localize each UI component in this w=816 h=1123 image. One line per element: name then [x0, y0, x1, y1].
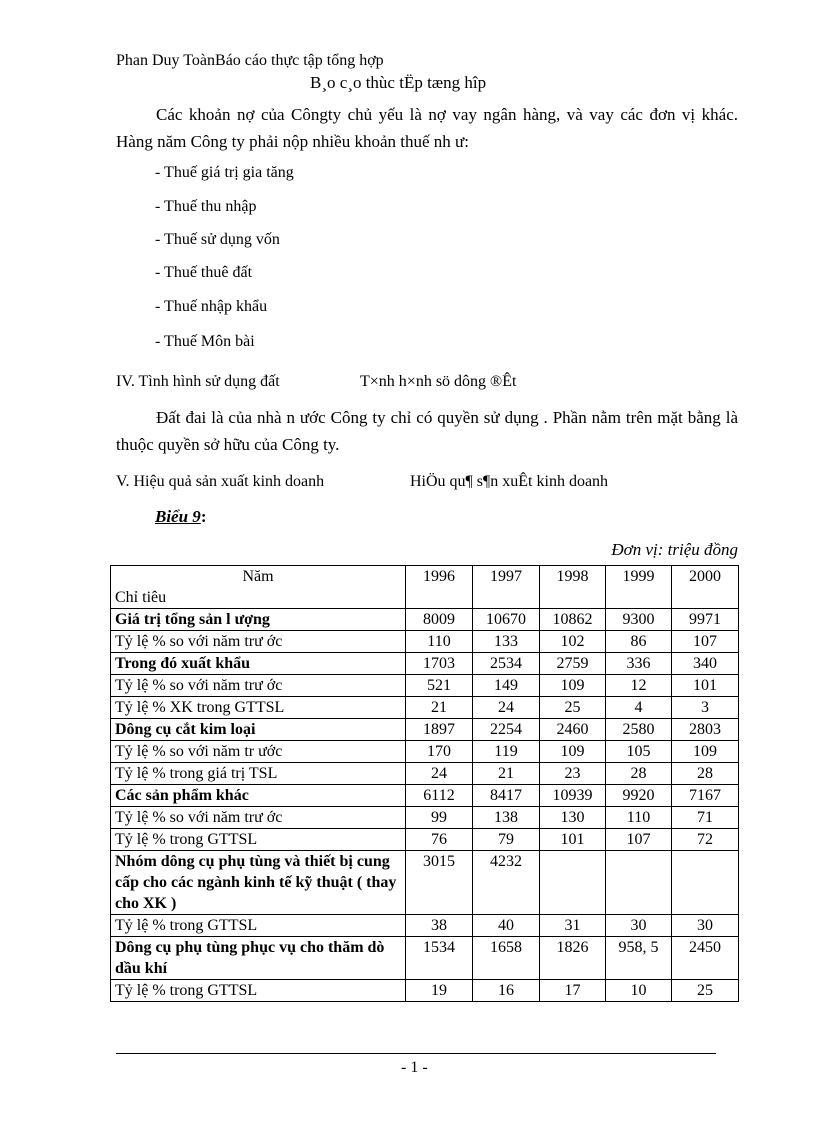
cell-value: 30 — [606, 915, 672, 937]
unit-note: Đơn vị: triệu đồng — [611, 540, 738, 559]
land-paragraph: Đất đai là của nhà n ước Công ty chỉ có quyền sử dụng . Phần nằm trên mặt bằng là thuộc quyền sở hữu của Công ty. — [116, 408, 738, 454]
cell-value: 4232 — [473, 851, 540, 915]
header-year-label: Năm — [242, 568, 274, 585]
table-row — [111, 719, 739, 741]
table-row — [111, 697, 739, 719]
cell-value: 1703 — [406, 653, 473, 675]
row-label: Giá trị tổng sản l ượng — [111, 609, 406, 631]
cell-value: 170 — [406, 741, 473, 763]
year-header: 1998 — [540, 566, 606, 609]
table-row — [111, 851, 739, 915]
cell-value: 25 — [540, 697, 606, 719]
running-header-garbled: B¸o c¸o thùc tËp tæng hîp — [310, 73, 487, 92]
cell-value: 336 — [606, 653, 672, 675]
cell-value: 9971 — [672, 609, 739, 631]
tax-list-item: - Thuế sử dụng vốn — [155, 231, 280, 248]
bieu-colon: : — [200, 507, 207, 526]
cell-value: 1658 — [473, 937, 540, 980]
cell-value: 3015 — [406, 851, 473, 915]
cell-value: 25 — [672, 980, 739, 1002]
row-label: Nhóm dông cụ phụ tùng và thiết bị cung cấp cho các ngành kinh tế kỹ thuật ( thay cho XK ) — [111, 851, 406, 915]
running-header: Phan Duy ToànBáo cáo thực tập tổng hợp — [116, 52, 384, 69]
cell-value: 21 — [406, 697, 473, 719]
cell-value: 2803 — [672, 719, 739, 741]
cell-value: 9920 — [606, 785, 672, 807]
cell-value: 24 — [473, 697, 540, 719]
cell-value: 72 — [672, 829, 739, 851]
cell-value: 109 — [672, 741, 739, 763]
cell-value: 119 — [473, 741, 540, 763]
row-label: Tỷ lệ % so với năm trư ớc — [111, 631, 406, 653]
cell-value: 107 — [672, 631, 739, 653]
cell-value: 28 — [672, 763, 739, 785]
section-4-heading-garbled: T×nh h×nh sö dông ®Êt — [360, 373, 517, 390]
cell-value: 19 — [406, 980, 473, 1002]
cell-value: 79 — [473, 829, 540, 851]
table-row — [111, 741, 739, 763]
cell-value: 149 — [473, 675, 540, 697]
row-label: Tỷ lệ % so với năm tr ước — [111, 741, 406, 763]
cell-value: 6112 — [406, 785, 473, 807]
tax-list-item: - Thuế nhập khẩu — [155, 298, 268, 315]
section-5-heading: V. Hiệu quả sản xuất kinh doanh — [116, 473, 325, 490]
cell-value: 23 — [540, 763, 606, 785]
table-row — [111, 675, 739, 697]
table-row — [111, 631, 739, 653]
cell-value: 31 — [540, 915, 606, 937]
cell-value: 110 — [406, 631, 473, 653]
table-caption — [155, 507, 206, 527]
cell-value: 340 — [672, 653, 739, 675]
row-label: Dông cụ cắt kim loại — [111, 719, 406, 741]
year-header: 1997 — [473, 566, 540, 609]
cell-value: 38 — [406, 915, 473, 937]
table-row — [111, 980, 739, 1002]
header-cell-indicator — [111, 566, 406, 609]
row-label: Tỷ lệ % trong GTTSL — [111, 980, 406, 1002]
cell-value: 10670 — [473, 609, 540, 631]
year-header: 1999 — [606, 566, 672, 609]
cell-value: 71 — [672, 807, 739, 829]
cell-value: 30 — [672, 915, 739, 937]
cell-value: 2759 — [540, 653, 606, 675]
cell-value — [540, 851, 606, 915]
cell-value: 16 — [473, 980, 540, 1002]
row-label: Tỷ lệ % trong GTTSL — [111, 829, 406, 851]
year-header: 1996 — [406, 566, 473, 609]
cell-value: 958, 5 — [606, 937, 672, 980]
table-row — [111, 653, 739, 675]
cell-value: 2254 — [473, 719, 540, 741]
cell-value: 3 — [672, 697, 739, 719]
section-4-heading: IV. Tình hình sử dụng đất — [116, 373, 280, 390]
table-row — [111, 829, 739, 851]
cell-value: 28 — [606, 763, 672, 785]
table-body — [111, 609, 739, 1002]
header-indicator-label: Chỉ tiêu — [115, 589, 167, 606]
table-row — [111, 785, 739, 807]
table-row — [111, 807, 739, 829]
row-label: Tỷ lệ % so với năm trư ớc — [111, 675, 406, 697]
cell-value: 138 — [473, 807, 540, 829]
row-label: Tỷ lệ % XK trong GTTSL — [111, 697, 406, 719]
tax-list-item: - Thuế Môn bài — [155, 333, 255, 350]
row-label: Các sản phẩm khác — [111, 785, 406, 807]
page-number: - 1 - — [401, 1059, 428, 1076]
row-label: Tỷ lệ % trong giá trị TSL — [111, 763, 406, 785]
cell-value: 24 — [406, 763, 473, 785]
cell-value: 76 — [406, 829, 473, 851]
cell-value: 1534 — [406, 937, 473, 980]
row-label: Tỷ lệ % so với năm trư ớc — [111, 807, 406, 829]
tax-list-item: - Thuế giá trị gia tăng — [155, 164, 294, 181]
cell-value: 101 — [540, 829, 606, 851]
cell-value: 8009 — [406, 609, 473, 631]
cell-value: 8417 — [473, 785, 540, 807]
table-row — [111, 763, 739, 785]
cell-value: 4 — [606, 697, 672, 719]
row-label: Tỷ lệ % trong GTTSL — [111, 915, 406, 937]
cell-value: 10862 — [540, 609, 606, 631]
cell-value: 40 — [473, 915, 540, 937]
cell-value: 2580 — [606, 719, 672, 741]
cell-value: 1897 — [406, 719, 473, 741]
cell-value: 110 — [606, 807, 672, 829]
cell-value: 130 — [540, 807, 606, 829]
table-row — [111, 937, 739, 980]
cell-value: 99 — [406, 807, 473, 829]
cell-value: 521 — [406, 675, 473, 697]
cell-value: 2460 — [540, 719, 606, 741]
cell-value: 109 — [540, 675, 606, 697]
cell-value — [606, 851, 672, 915]
cell-value: 109 — [540, 741, 606, 763]
cell-value: 10 — [606, 980, 672, 1002]
production-table — [110, 565, 739, 1002]
bieu-label: Biểu 9 — [155, 507, 201, 526]
tax-list-item: - Thuế thu nhập — [155, 198, 257, 215]
cell-value: 1826 — [540, 937, 606, 980]
footer-rule — [116, 1053, 716, 1054]
cell-value: 7167 — [672, 785, 739, 807]
cell-value: 102 — [540, 631, 606, 653]
cell-value: 10939 — [540, 785, 606, 807]
cell-value: 2534 — [473, 653, 540, 675]
table-row — [111, 915, 739, 937]
cell-value: 107 — [606, 829, 672, 851]
cell-value: 133 — [473, 631, 540, 653]
row-label: Dông cụ phụ tùng phục vụ cho thăm dò dầu khí — [111, 937, 406, 980]
section-5-heading-garbled: HiÖu qu¶ s¶n xuÊt kinh doanh — [410, 473, 609, 490]
row-label: Trong đó xuất khẩu — [111, 653, 406, 675]
table-header-row — [111, 566, 739, 609]
cell-value: 9300 — [606, 609, 672, 631]
cell-value: 17 — [540, 980, 606, 1002]
year-header: 2000 — [672, 566, 739, 609]
table-row — [111, 609, 739, 631]
cell-value: 101 — [672, 675, 739, 697]
cell-value: 105 — [606, 741, 672, 763]
cell-value: 21 — [473, 763, 540, 785]
cell-value — [672, 851, 739, 915]
cell-value: 12 — [606, 675, 672, 697]
cell-value: 2450 — [672, 937, 739, 980]
cell-value: 86 — [606, 631, 672, 653]
tax-list-item: - Thuế thuê đất — [155, 264, 253, 281]
debt-paragraph: Các khoản nợ của Côngty chủ yếu là nợ vay ngân hàng, và vay các đơn vị khác. Hàng năm Công ty phải nộp nhiều khoản thuế nh ư: — [116, 105, 738, 151]
